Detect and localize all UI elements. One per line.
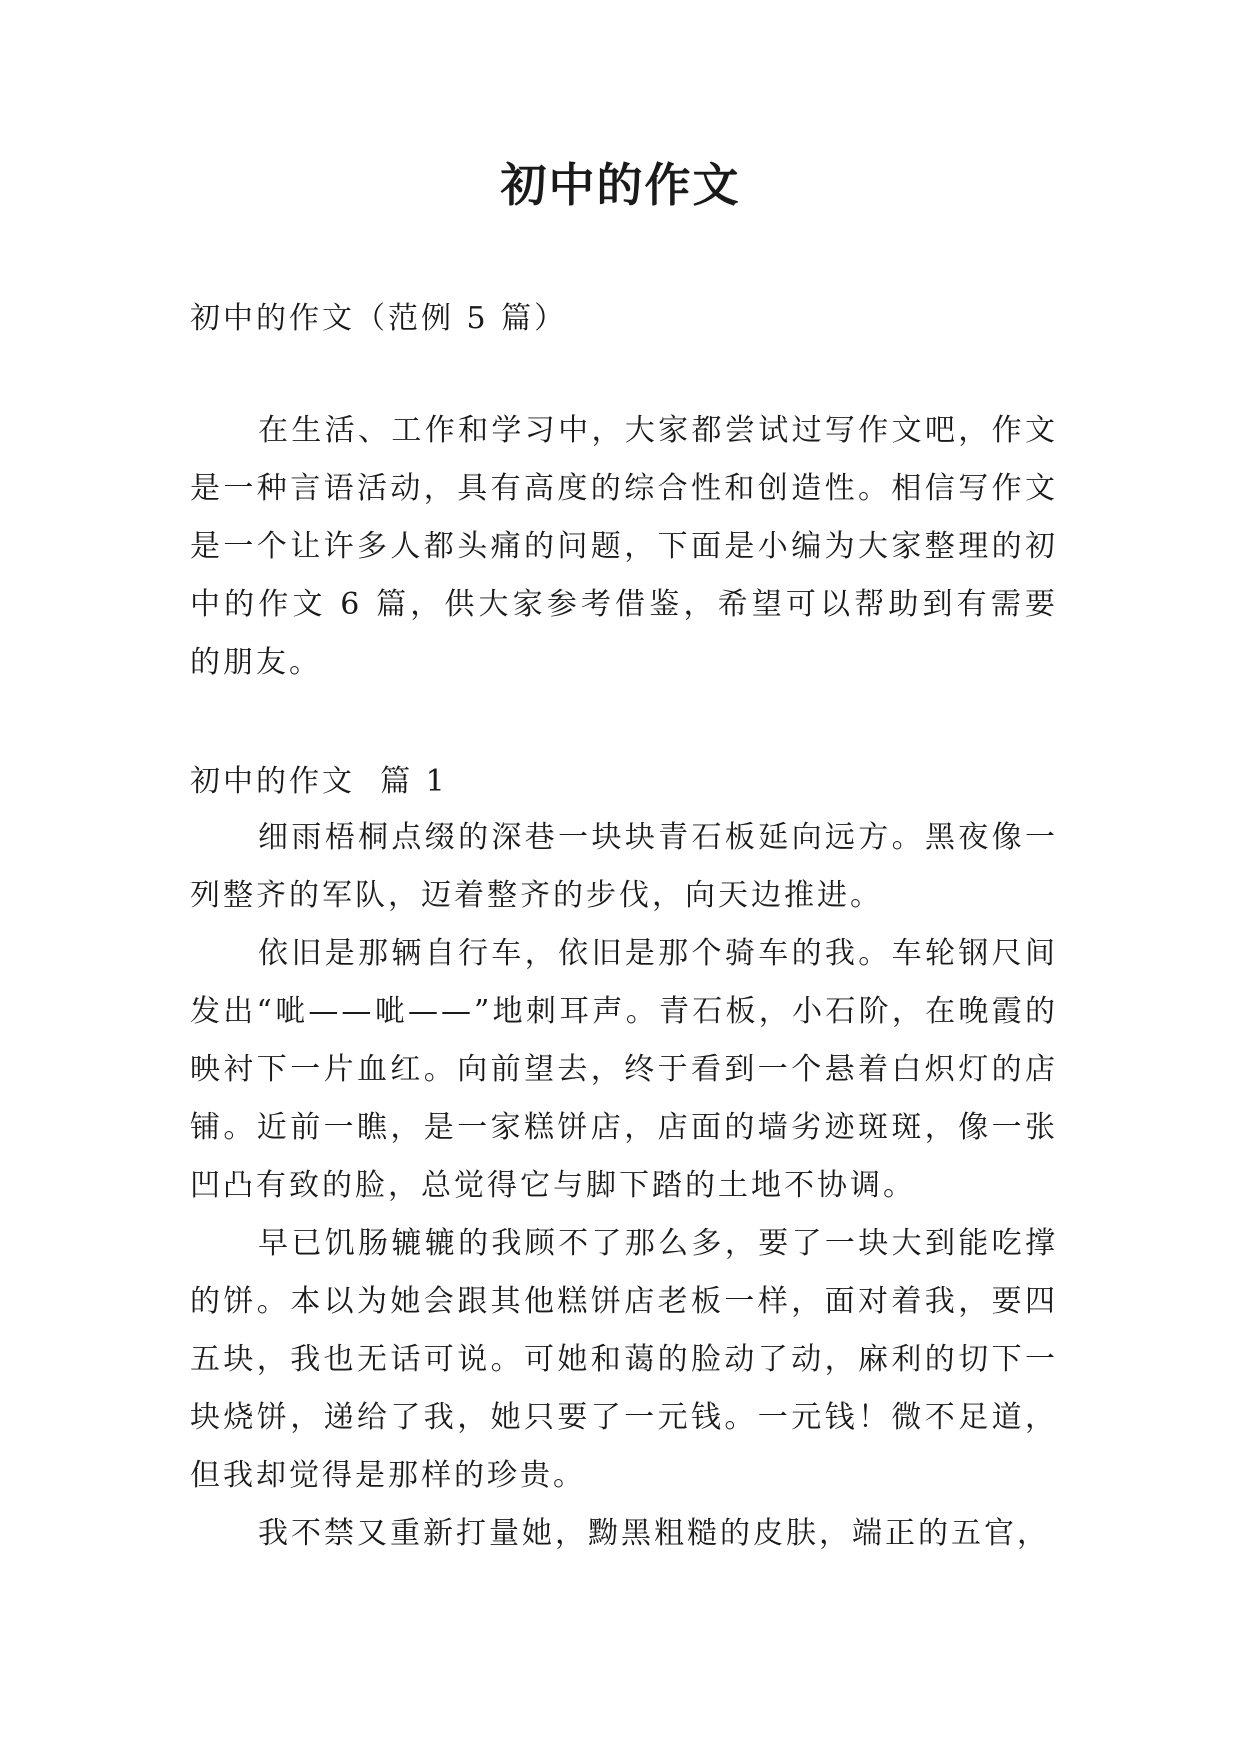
- document-subtitle: [190, 290, 1058, 348]
- body-paragraph: 早已饥肠辘辘的我顾不了那么多，要了一块大到能吃撑的饼。本以为她会跟其他糕饼店老板一样，面对着我，要四五块，我也无话可说。可她和蔼的脸动了动，麻利的切下一块烧饼，递给了我，她只要了一元钱。一元钱！微不足道，但我却觉得是那样的珍贵。: [190, 1226, 1058, 1493]
- section-heading: [190, 753, 1058, 811]
- body-paragraph: 我不禁又重新打量她，黝黑粗糙的皮肤，端正的五官，: [258, 1516, 1050, 1551]
- section-heading-text: 初中的作文 篇 1: [190, 764, 448, 799]
- section-body: [190, 809, 1058, 1563]
- body-paragraph: 细雨梧桐点缀的深巷一块块青石板延向远方。黑夜像一列整齐的军队，迈着整齐的步伐，向天边推进。: [190, 820, 1058, 913]
- intro-paragraph: [190, 402, 1058, 692]
- subtitle-text: 初中的作文（范例 5 篇）: [190, 301, 568, 336]
- intro-text: 在生活、工作和学习中，大家都尝试过写作文吧，作文是一种言语活动，具有高度的综合性和创造性。相信写作文是一个让许多人都头痛的问题，下面是小编为大家整理的初中的作文 6 篇，供大家参考借鉴，希望可以帮助到有需要的朋友。: [190, 413, 1058, 680]
- document-title: 初中的作文: [500, 158, 741, 212]
- body-paragraph: 依旧是那辆自行车，依旧是那个骑车的我。车轮钢尺间发出“呲——呲——”地刺耳声。青石板，小石阶，在晚霞的映衬下一片血红。向前望去，终于看到一个悬着白炽灯的店铺。近前一瞧，是一家糕饼店，店面的墙劣迹斑斑，像一张凹凸有致的脸，总觉得它与脚下踏的土地不协调。: [190, 936, 1058, 1203]
